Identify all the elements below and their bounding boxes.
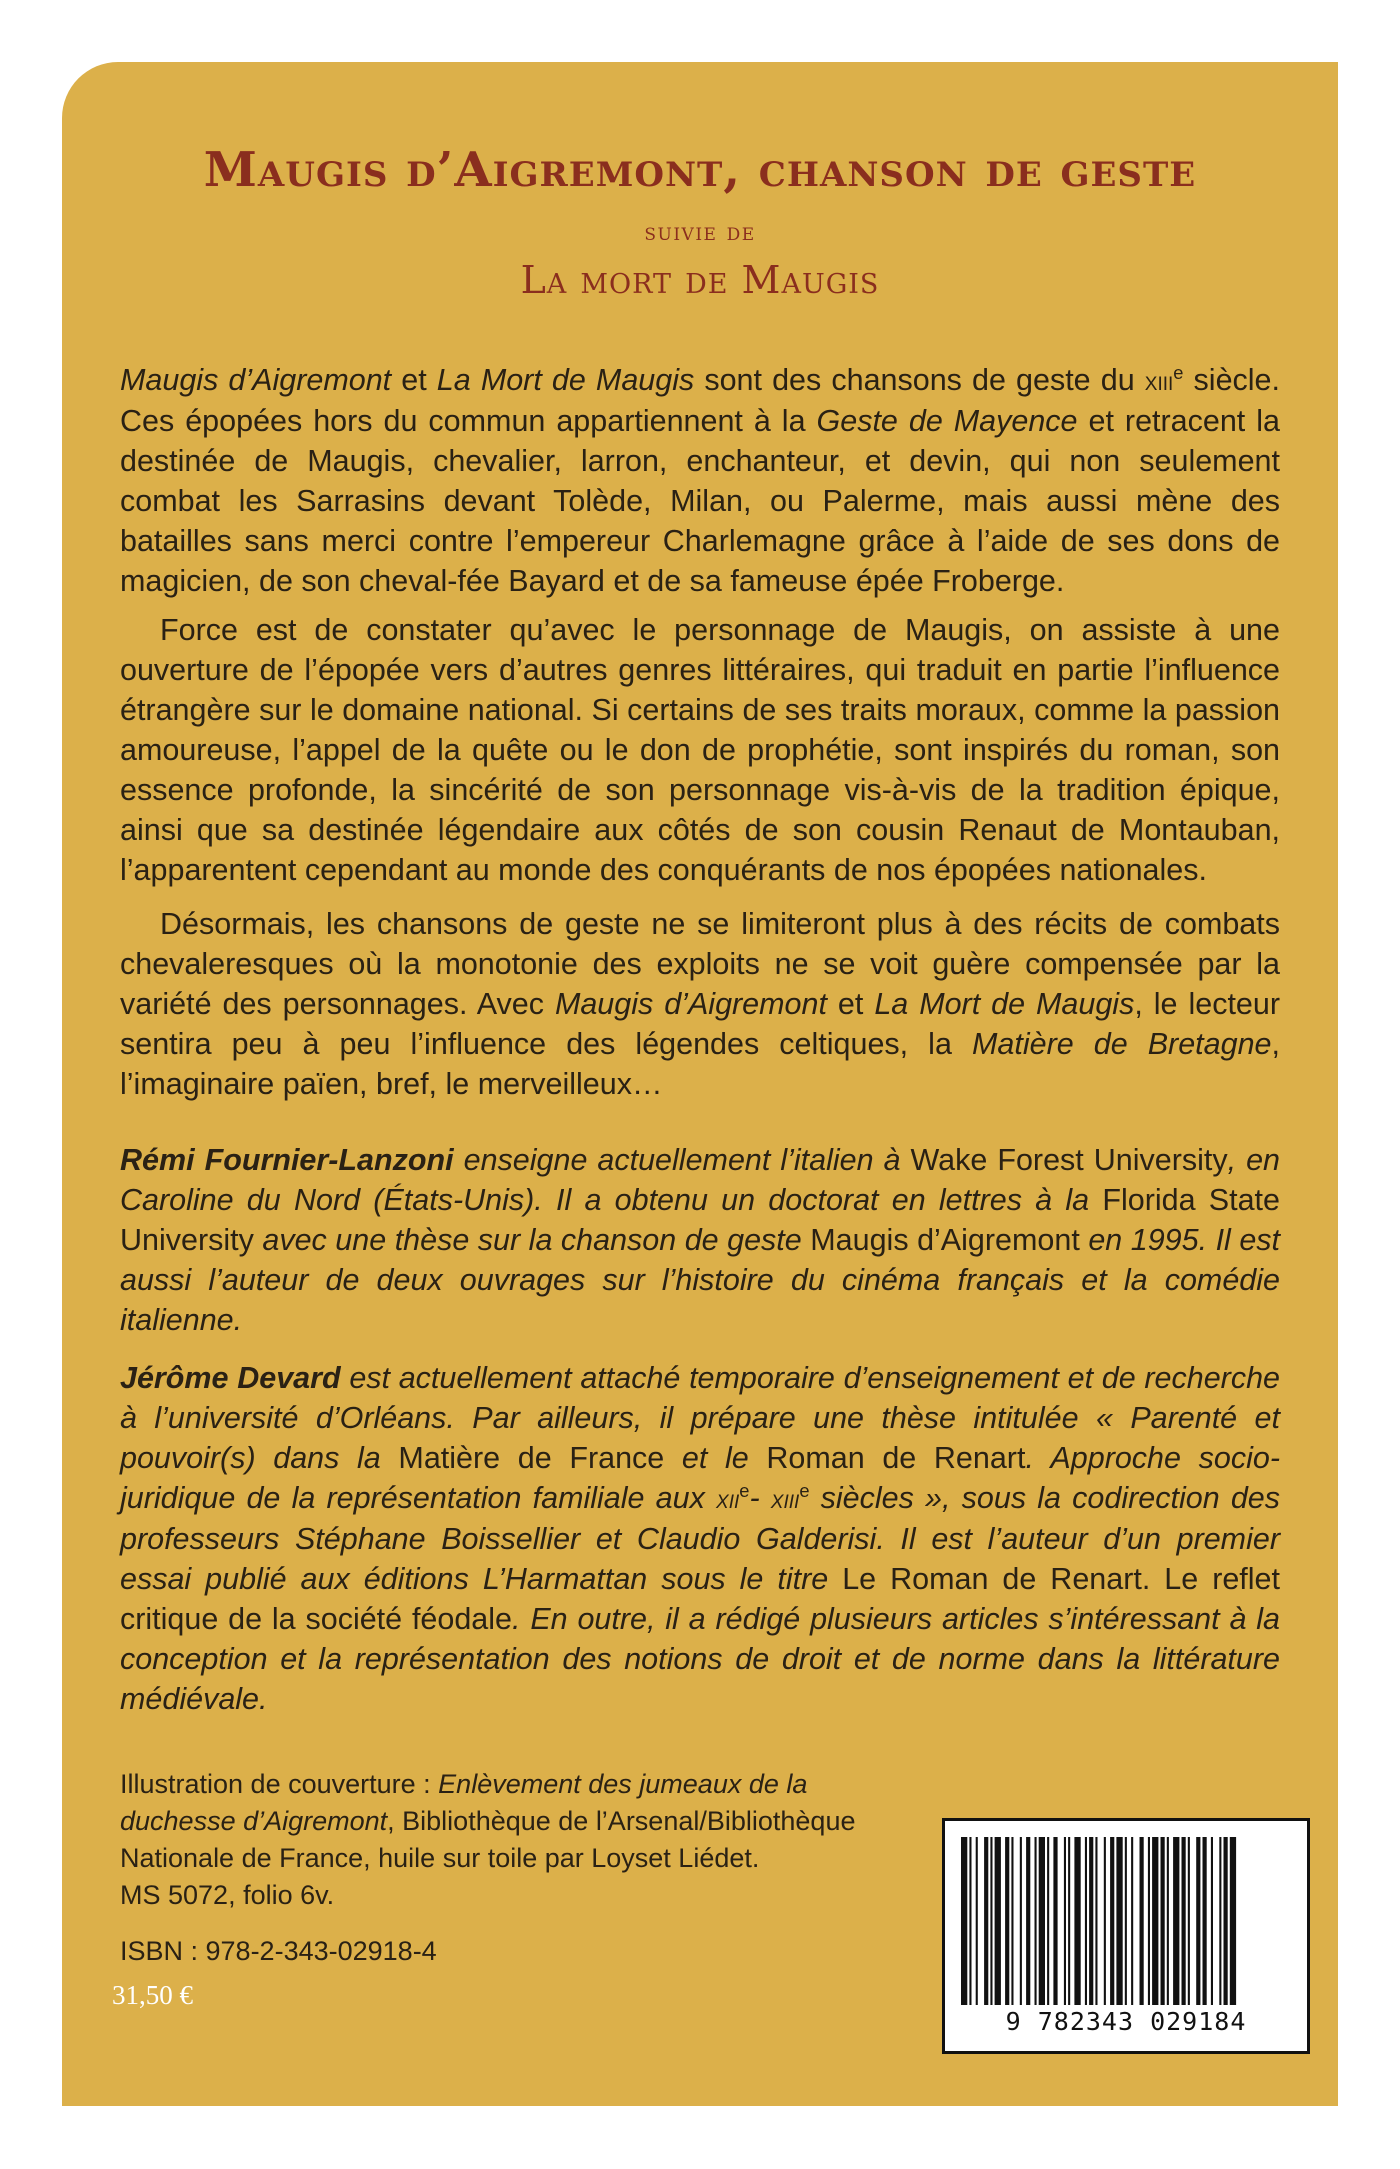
barcode-bar — [1020, 1837, 1022, 2005]
barcode-number: 9 782343 029184 — [1005, 2007, 1247, 2036]
ordinal-suffix: e — [739, 1479, 750, 1501]
barcode-bar — [1125, 1837, 1127, 2005]
text-run: siècle. Ces épopées hors du commun appartiennent à la — [120, 363, 1280, 438]
barcode-bar — [1161, 1837, 1165, 2005]
institution-name: Wake Forest University — [910, 1143, 1228, 1177]
barcode-bar — [1116, 1837, 1122, 2005]
author-name: Rémi Fournier-Lanzoni — [120, 1143, 454, 1177]
barcode-bar — [1064, 1837, 1066, 2005]
work-title: Le Roman de Renart. Le reflet critique de la société féodale — [120, 1562, 1280, 1636]
text-run: en 1995. Il est aussi l’auteur de deux ouvrages sur l’histoire du cinéma français et la comédie italienne. — [120, 1223, 1280, 1337]
work-title: Maugis d’Aigremont — [810, 1223, 1080, 1257]
work-title: Matière de Bretagne — [971, 1027, 1272, 1061]
institution-name: Florida State University — [120, 1183, 1280, 1257]
isbn: ISBN : 978-2-343-02918-4 — [120, 1936, 437, 1966]
barcode-bar — [1005, 1837, 1009, 2005]
summary-paragraph-3 — [120, 904, 1280, 1104]
barcode-bar — [1085, 1837, 1087, 2005]
century-numeral: xii — [716, 1483, 740, 1514]
barcode-bar — [984, 1837, 988, 2005]
work-title: Geste de Mayence — [816, 404, 1078, 438]
barcode-bar — [1011, 1837, 1013, 2005]
work-title: La Mort de Maugis — [874, 987, 1135, 1021]
barcode-bar — [1196, 1837, 1200, 2005]
text-run: sont des chansons de geste du — [694, 363, 1145, 397]
price: 31,50 € — [112, 1980, 193, 2010]
manuscript-reference: MS 5072, folio 6v. — [120, 1880, 335, 1910]
barcode-bar — [1173, 1837, 1179, 2005]
text-run: . Approche socio-juridique de la représentation familiale aux — [120, 1441, 1280, 1515]
barcode-bar — [990, 1837, 992, 2005]
barcode-bar — [1131, 1837, 1133, 2005]
work-title: La Mort de Maugis — [436, 363, 695, 397]
text-run: est actuellement attaché temporaire d’enseignement et de recherche à l’université d’Orléans. Par ailleurs, il prépare une thèse intitulée « Parenté et pouvoir(s) dans la — [120, 1361, 1280, 1475]
text-run: , Bibliothèque de l’Arsenal/Bibliothèque Nationale de France, huile sur toile par Loyset Liédet. — [120, 1806, 856, 1873]
barcode-bar — [1152, 1837, 1158, 2005]
barcode-bar — [976, 1837, 978, 2005]
text-run: et — [826, 987, 875, 1021]
paragraph-text: Force est de constater qu’avec le personnage de Maugis, on assiste à une ouverture de l’épopée vers d’autres genres littéraires, qui traduit en partie l’influence étrangère sur le domaine national. Si certains de ses traits moraux, comme la passion amoureuse, l’appel de la quête ou le don de prophétie, sont inspirés du roman, son essence profonde, la sincérité de son personnage vis-à-vis de la tradition épique, ainsi que sa destinée légendaire aux côtés de son cousin Renaut de Montauban, l’apparentent cependant au monde des conquérants de nos épopées nationales. — [120, 613, 1280, 887]
barcode-bar — [1026, 1837, 1030, 2005]
century-numeral: xiii — [1144, 365, 1174, 396]
barcode-bar — [1182, 1837, 1186, 2005]
barcode-bar — [1074, 1837, 1080, 2005]
century-numeral: xiii — [770, 1483, 800, 1514]
barcode-bar — [1167, 1837, 1169, 2005]
barcode-bar — [1219, 1837, 1221, 2005]
work-title: Matière de France — [398, 1441, 665, 1475]
barcode-bar — [1110, 1837, 1114, 2005]
barcode-bar — [1211, 1837, 1213, 2005]
barcode-bar — [1047, 1837, 1049, 2005]
text-run: , l’imaginaire païen, bref, le merveilleux… — [120, 1027, 1280, 1101]
work-title: Roman de Renart — [766, 1441, 1026, 1475]
barcode-bar — [1140, 1837, 1144, 2005]
ordinal-suffix: e — [799, 1479, 810, 1501]
barcode — [942, 1818, 1310, 2054]
barcode-bar — [1148, 1837, 1150, 2005]
summary-paragraph-2 — [120, 610, 1280, 890]
barcode-bar — [961, 1837, 967, 2005]
barcode-bar — [1188, 1837, 1190, 2005]
text-run: avec une thèse sur la chanson de geste — [253, 1223, 811, 1257]
barcode-bar — [1095, 1837, 1097, 2005]
artwork-title: Enlèvement des jumeaux de la duchesse d’Aigremont — [120, 1769, 808, 1836]
cover-illustration-credit — [120, 1766, 900, 1914]
author-bio-fournier-lanzoni — [120, 1140, 1280, 1340]
author-bio-devard — [120, 1358, 1280, 1719]
barcode-bar — [1068, 1837, 1070, 2005]
barcode-bar — [1089, 1837, 1093, 2005]
text-run: et le — [664, 1441, 767, 1475]
barcode-bar — [969, 1837, 971, 2005]
ordinal-suffix: e — [1173, 361, 1184, 383]
text-run: siècles », sous la codirection des professeurs Stéphane Boissellier et Claudio Galderisi. Il est l’auteur d’un premier essai publié aux éditions L’Harmattan sous le titre — [120, 1481, 1281, 1596]
summary-paragraph-1 — [120, 360, 1280, 601]
text-run: et retracent la destinée de Maugis, chevalier, larron, enchanteur, et devin, qui non seulement combat les Sarrasins devant Tolède, Milan, ou Palerme, mais aussi mène des batailles sans merci contre l’empereur Charlemagne grâce à l’aide de ses dons de magicien, de son cheval-fée Bayard et de sa fameuse épée Froberge. — [120, 404, 1280, 598]
text-run: , le lecteur sentira peu à peu l’influence des légendes celtiques, la — [120, 987, 1281, 1061]
work-title: Maugis d’Aigremont — [554, 987, 827, 1021]
barcode-bar — [1203, 1837, 1207, 2005]
barcode-bar — [1104, 1837, 1106, 2005]
author-name: Jérôme Devard — [120, 1361, 341, 1395]
text-run: Désormais, les chansons de geste ne se limiteront plus à des récits de combats chevaleresques où la monotonie des exploits ne se voit guère compensée par la variété des personnages. Avec — [120, 907, 1280, 1021]
book-second-title: La mort de Maugis — [520, 258, 880, 302]
text-run: et — [391, 363, 437, 397]
barcode-bar — [995, 1837, 1001, 2005]
work-title: Maugis d’Aigremont — [120, 363, 392, 397]
barcode-bars-icon — [961, 1837, 1291, 2005]
barcode-bar — [1230, 1837, 1236, 2005]
text-run: - — [749, 1481, 771, 1515]
text-run: . En outre, il a rédigé plusieurs articles s’intéressant à la conception et la représentation des notions de droit et de norme dans la littérature médiévale. — [120, 1602, 1280, 1716]
barcode-bar — [1035, 1837, 1037, 2005]
barcode-bar — [1039, 1837, 1045, 2005]
barcode-bar — [1224, 1837, 1228, 2005]
text-run: , en Caroline du Nord (États-Unis). Il a obtenu un doctorat en lettres à la — [120, 1143, 1281, 1217]
book-subtitle-connector: suivie de — [644, 218, 756, 246]
text-run: Illustration de couverture : — [120, 1769, 439, 1799]
book-title: Maugis d’Aigremont, chanson de geste — [203, 142, 1197, 198]
text-run: enseigne actuellement l’italien à — [453, 1143, 911, 1177]
back-cover — [62, 62, 1338, 2106]
barcode-bar — [1053, 1837, 1057, 2005]
